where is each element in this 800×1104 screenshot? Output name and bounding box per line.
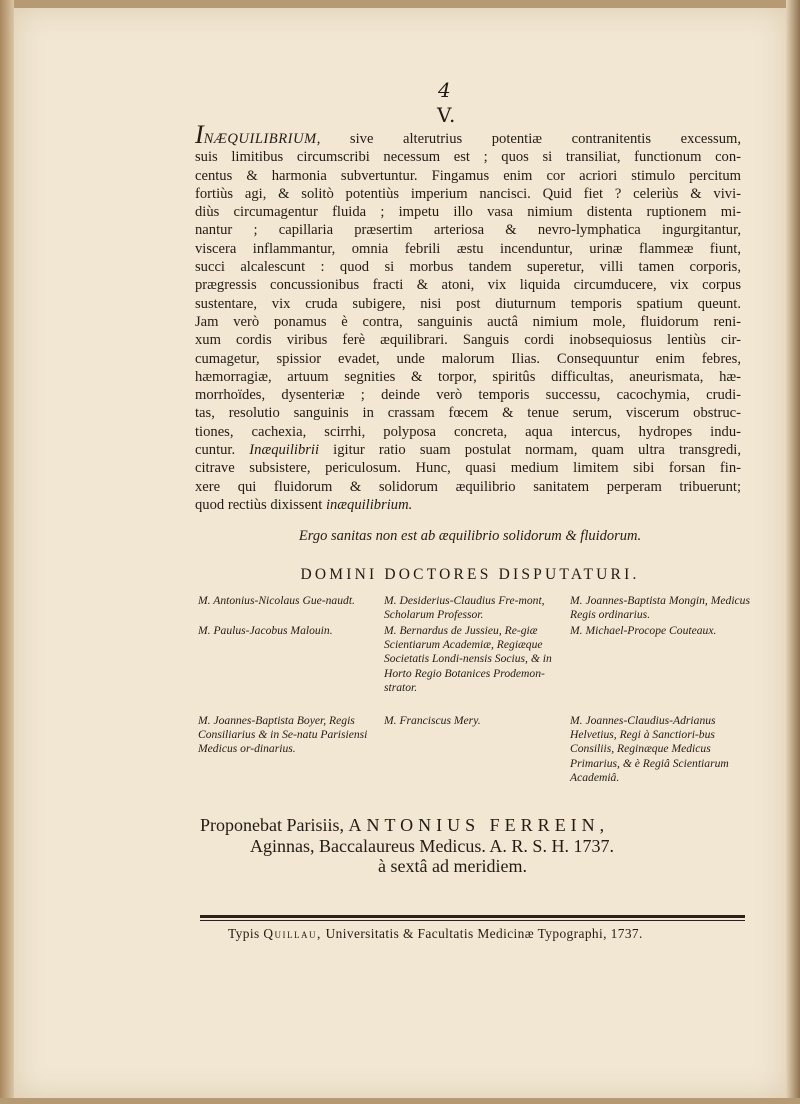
- body-line: prægressis concussionibus fracti & atoni, vix liquida circumducere, vix corpus: [195, 277, 741, 294]
- body-line: Jam verò ponamus è contra, sanguinis auctâ nimium mole, fluidorum reni-: [195, 313, 741, 330]
- bottom-edge: [0, 1098, 800, 1104]
- book-edge-right: [786, 0, 800, 1104]
- doctors-list: [198, 594, 750, 804]
- doctor-entry: M. Joannes-Baptista Mongin, Medicus Regis ordinarius.: [570, 594, 750, 622]
- proponebat-prefix: Proponebat Parisiis,: [200, 815, 344, 835]
- body-line: viscera inflammantur, omnia febrili æstu incenduntur, urinæ flammeæ fiunt,: [195, 240, 741, 257]
- body-line: succi alcalescunt : quod si morbus tandem superetur, villi tamen corporis,: [195, 259, 741, 276]
- doctor-entry: M. Joannes-Claudius-Adrianus Helvetius, Regi à Sanctiori-bus Consiliis, Reginæque Medicus Primarius, & è Regiâ Scientiarum Academiâ.: [570, 714, 729, 784]
- page-number: 4: [438, 78, 451, 102]
- body-line: fortiùs agi, & solitò potentiùs imperium nancisci. Quid fiet ? celeriùs & vivi-: [195, 185, 741, 202]
- body-line: centus & harmonia subvertuntur. Fingamus enim cor acriori stimulo percitum: [195, 167, 741, 184]
- drop-capital: I: [195, 120, 204, 149]
- body-line: cumagetur, spissior evadet, unde malorum Ilias. Consequuntur enim febres,: [195, 350, 741, 367]
- doctor-entry: M. Bernardus de Jussieu, Re-giæ Scientiarum Academiæ, Regiæque Societatis Londi-nensis Socius, & in Horto Regio Botanices Prodemon-strator.: [384, 624, 552, 694]
- closing-term: inæquilibrium.: [325, 496, 413, 513]
- printer-imprint: Typis Quillau, Universitatis & Facultatis Medicinæ Typographi, 1737.: [228, 926, 643, 941]
- inaequilibrii-term: Inæquilibrii: [249, 442, 320, 459]
- body-line: quod rectiùs dixissent inæquilibrium.: [195, 496, 413, 513]
- body-line: citrave subsistere, periculosum. Hunc, quasi medium limitem sibi forsan fin-: [195, 460, 741, 477]
- defense-time: à sextâ ad meridiem.: [378, 856, 527, 876]
- doctor-entry: M. Paulus-Jacobus Malouin.: [198, 624, 333, 637]
- doctors-heading: DOMINI DOCTORES DISPUTATURI.: [300, 566, 640, 583]
- printer-name: Quillau,: [263, 926, 322, 941]
- body-line: sustentare, vix cruda subigere, nisi post diuturnum temporis spatium queunt.: [195, 295, 741, 312]
- thesis-conclusion: Ergo sanitas non est ab æquilibrio solidorum & fluidorum.: [298, 528, 642, 544]
- divider-rule: [200, 915, 745, 918]
- body-line: cuntur. Inæquilibrii igitur ratio suam postulat normam, quam ultra transgredi,: [195, 442, 742, 459]
- author-name: ANTONIUS FERREIN,: [348, 815, 610, 835]
- book-spine-left: [0, 0, 14, 1104]
- body-line: diùs circumagentur fluida ; impetu illo vasa nimium distenta ruptionem mi-: [195, 204, 741, 221]
- body-line: tiones, cachexia, scirrhi, polyposa concreta, aqua intercus, hydropes indu-: [195, 423, 741, 440]
- body-line: hæmorragiæ, artuum segnities & torpor, spiritûs difficultas, aneurismata, hæ-: [195, 368, 741, 385]
- body-line: suis limitibus circumscribi necessum est ; quos si transiliat, functionum con-: [195, 149, 741, 166]
- body-line: nantur ; capillaria præsertim arteriosa & nevro-lymphatica ingurgitantur,: [195, 222, 741, 239]
- opening-word: NÆQUILIBRIUM: [203, 131, 317, 147]
- divider-rule-thin: [200, 920, 745, 921]
- body-line: morrhoïdes, dysenteriæ ; deinde verò temporis successu, cacochymia, crudi-: [195, 387, 741, 404]
- proponebat-block: [200, 815, 760, 877]
- author-credentials: Aginnas, Baccalaureus Medicus. A. R. S. H. 1737.: [250, 835, 614, 856]
- doctor-entry: M. Franciscus Mery.: [384, 714, 481, 727]
- top-edge: [0, 0, 800, 8]
- section-number: V.: [437, 103, 457, 127]
- body-line: xum cordis viribus ferè æquilibrari. Sanguis cordi inobsequiosus lentiùs cir-: [195, 332, 741, 349]
- doctor-entry: M. Joannes-Baptista Boyer, Regis Consiliarius & in Se-natu Parisiensi Medicus or-dinarius.: [198, 714, 368, 756]
- doctor-entry: M. Desiderius-Claudius Fre-mont, Scholarum Professor.: [384, 594, 545, 622]
- thesis-body: [195, 120, 742, 514]
- body-line: INÆQUILIBRIUM, sive alterutrius potentiæ contranitentis excessum,: [195, 120, 741, 149]
- doctor-entry: M. Michael-Procope Couteaux.: [570, 624, 717, 637]
- doctor-entry: M. Antonius-Nicolaus Gue-naudt.: [198, 594, 355, 607]
- body-line: tas, resolutio sanguinis in crassam fœcem & tenue serum, viscerum obstruc-: [195, 405, 741, 422]
- body-line: xere qui fluidorum & solidorum æquilibrio sanitatem perperam tribuerunt;: [195, 478, 741, 495]
